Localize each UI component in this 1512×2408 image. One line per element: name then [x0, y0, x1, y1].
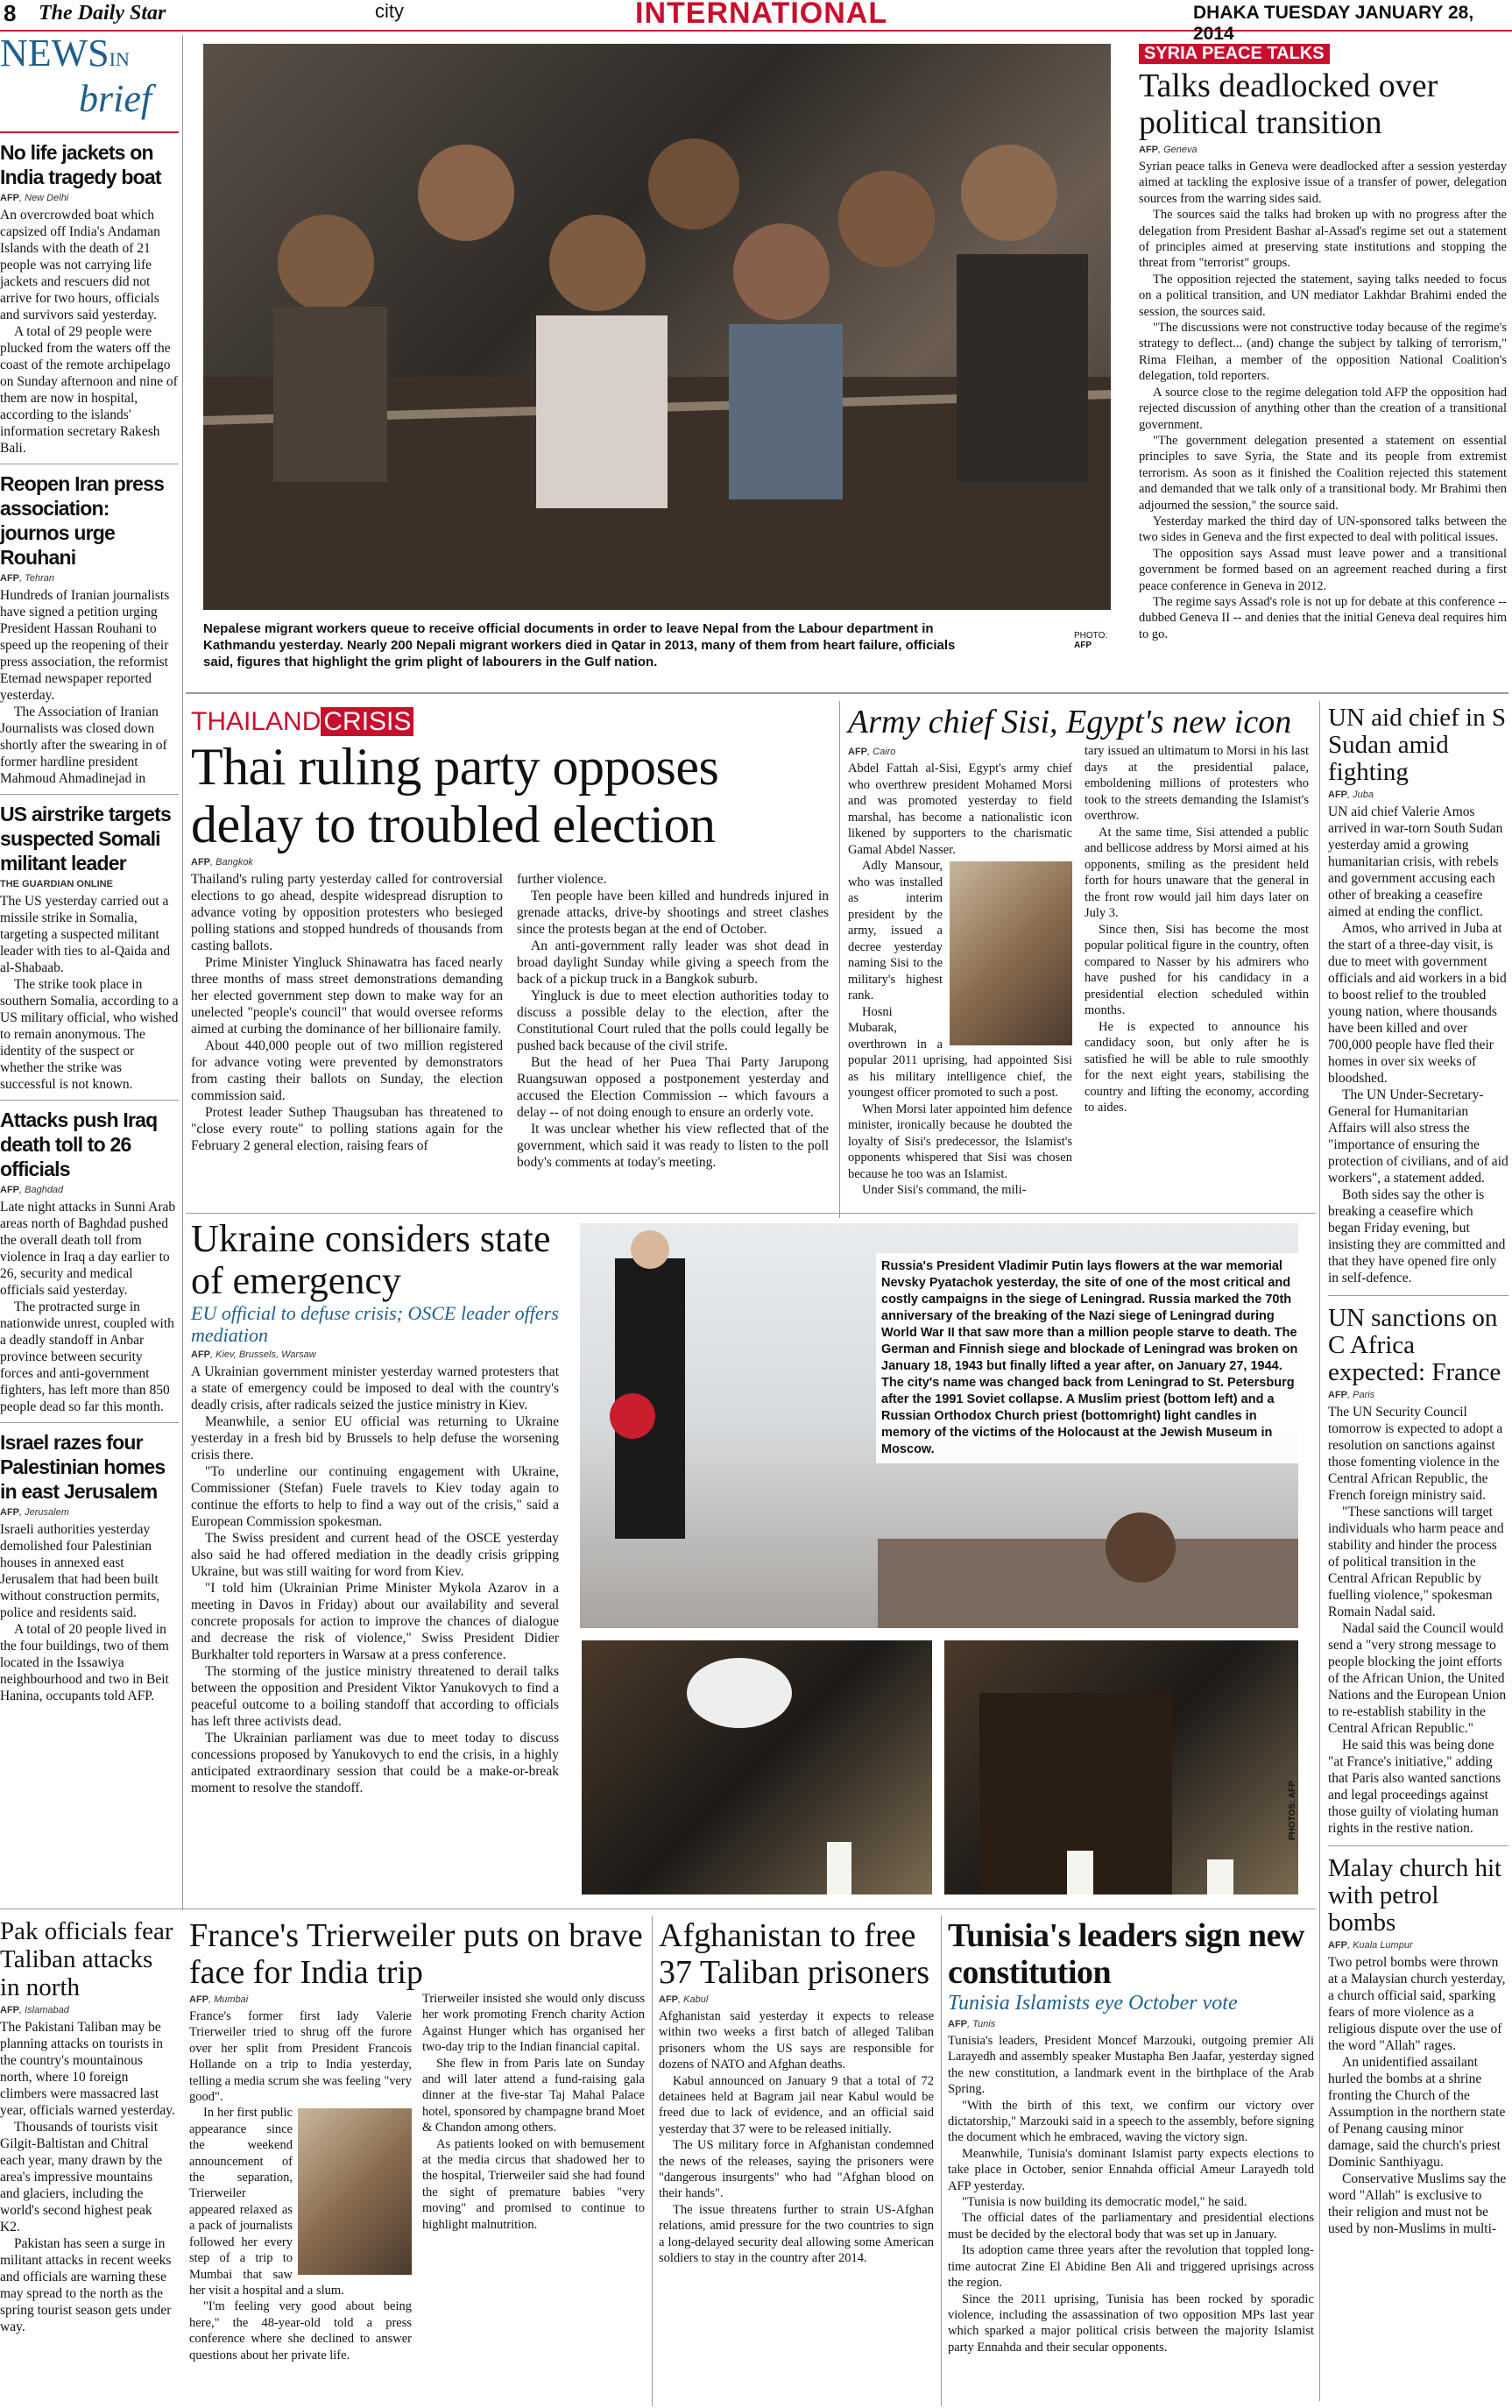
ukraine-headline: Ukraine considers state of emergency — [191, 1217, 551, 1302]
thailand-col-1: Thailand's ruling party yesterday called for controversial elections to go ahead, despite widespread disruption to advance voting by opposition protesters who besieged polling stations and stopped hundreds of thousands from casting ballots. Prime Minister Yingluck Shinawatra has faced nearly three months of mass street demonstrations demanding her elected government step down to make way for an unelected "people's council" that would oversee reforms aimed at curbing the dominance of her billionaire family. About 440,000 people out of two million registered for advance voting were prevented by demonstrators from casting their ballots on Sunday, the election commission said. Protest leader Suthep Thaugsuban has threatened to "close every route" to polling stations again for the February 2 general election, raising fears of — [191, 872, 503, 1153]
france-headline: France's Trierweiler puts on brave face for India trip — [189, 1917, 643, 1991]
brief-body: Late night attacks in Sunni Arab areas north of Baghdad pushed the overall death toll from violence in Iraq a day earlier to 26, security and medical officials said yesterday. The protracted surge in nationwide unrest, coupled with a deadly standoff in Anbar province between security forces and anti-government fighters, has left more than 850 people dead so far this month. — [0, 1200, 176, 1414]
heading-news: NEWS — [0, 32, 110, 74]
photo-illustration — [203, 44, 1111, 610]
egypt-columns — [848, 743, 1309, 1199]
brief-body: Israeli authorities yesterday demolished four Palestinian houses in annexed east Jerusalem that had been built without construction permits, police and residents said. A total of 20 people lived in the four buildings, two of them located in the Issawiya neighbourhood and two in Beit Hanina, occupants told AFP. — [0, 1522, 169, 1703]
brief-item-iran — [0, 471, 179, 787]
egypt-col-1: Abdel Fattah al-Sisi, Egypt's army chief who overthrew president Mohamed Morsi and was promoted yesterday to field marshal, has become a nationalistic icon likened by supporters to the charismatic Gamal Abdel Nasser. Adly Mansour, who was installed as interim president by the army, issued a decree yesterday naming Sisi to the military's highest rank. Hosni Mubarak, overthrown in a popular 2011 uprising, had appointed Sisi as his military intelligence chief, the youngest officer promoted to such a post. When Morsi later appointed him defence minister, ironically because he doubted the loyalty of Sisi's predecessor, the Islamist's opponents whispered that Sisi was chosen because he too was an Islamist. Under Sisi's command, the mili- — [848, 761, 1072, 1197]
thailand-kicker — [191, 708, 829, 736]
column-rule — [182, 35, 183, 1910]
page-number: 8 — [4, 0, 17, 26]
candle-illustration — [582, 1640, 932, 1895]
syria-headline: Talks deadlocked over political transition — [1139, 67, 1438, 141]
news-in-brief-column — [0, 32, 179, 1866]
dateline — [1193, 3, 1512, 45]
france-columns — [189, 1991, 645, 2363]
brief-item-iraq — [0, 1108, 179, 1415]
muslim-priest-photo — [582, 1640, 932, 1895]
divider — [0, 131, 179, 133]
brief-title: Attacks push Iraq death toll to 26 officials — [0, 1108, 158, 1180]
russia-photo-caption: Russia's President Vladimir Putin lays flowers at the war memorial Nevsky Pyatachok yesterday, the site of one of the most critical and costly campaigns in the siege of Leningrad. Russia marked the 70th anniversary of the breaking of the Nazi siege of Leningrad during World War II that saw more than a million people starve to death. The German and Finnish siege and blockade of Leningrad was broken on January 18, 1943 but finally lifted a year after, on January 27, 1944. The city's name was changed back from Leningrad to St. Petersburg after the 1991 Soviet collapse. A Muslim priest (bottom left) and a Russian Orthodox Church priest (bottomright) light candles in memory of the victims of the Holocaust at the Jewish Museum in Moscow. — [876, 1253, 1304, 1463]
car-headline: UN sanctions on C Africa expected: France — [1328, 1304, 1501, 1386]
france-story — [189, 1917, 645, 2363]
byline: AFP, Cairo — [848, 747, 896, 757]
byline: AFP, Mumbai — [189, 1994, 249, 2005]
france-col-1: France's former first lady Valerie Trierweiler tried to shrug off the furore over her split from President Francois Hollande on a trip to India yesterday, telling a media scrum she was feeling "very good". In her first public appearance since the weekend announcement of the separation, Trierweiler appeared relaxed as a pack of journalists followed her every step of a trip to Mumbai that saw her visit a hospital and a slum. "I'm feeling very good about being here," the 48-year-old told a press conference where she declined to answer questions about her private life. — [189, 2009, 412, 2362]
trierweiler-photo — [298, 2108, 412, 2275]
tunisia-subhead: Tunisia Islamists eye October vote — [948, 1992, 1238, 2015]
candle-illustration — [944, 1640, 1298, 1895]
sudan-body: UN aid chief Valerie Amos arrived in war-torn South Sudan yesterday amid a growing humanitarian crisis, with rebels and government accusing each other of breaking a ceasefire aimed at ending the conflict. Amos, who arrived in Juba at the start of a three-day visit, is due to meet with government officials and aid workers in a bid to boost relief to the troubled young nation, where thousands have been killed and over 700,000 people have fled their homes in over six weeks of bloodshed. The UN Under-Secretary-General for Humanitarian Affairs will also stress the "importance of ensuring the protection of civilians, and of aid workers", a statement added. Both sides say the other is breaking a ceasefire which began Friday evening, but insisting they are committed and that they have opened fire only in self-defence. — [1328, 804, 1508, 1285]
byline: AFP, New Delhi — [0, 193, 69, 203]
byline: AFP, Tunis — [948, 2019, 996, 2029]
heading-brief: brief — [79, 77, 152, 120]
masthead — [0, 0, 1512, 44]
afghan-headline: Afghanistan to free 37 Taliban prisoners — [659, 1917, 930, 1991]
brief-body: The US yesterday carried out a missile strike in Somalia, targeting a suspected militant leader with ties to al-Qaida and al-Shabaab. The strike took place in southern Somalia, according to a US military official, who wished to remain anonymous. The identity of the suspect or whether the strike was successful is not known. — [0, 894, 179, 1092]
egypt-col-2: tary issued an ultimatum to Morsi in his last days at the presidential palace, emboldening millions of protesters who took to the streets demanding the Islamist's overthrow. At the same time, Sisi attended a public and bellicose address by Morsi aimed at his opponents, smiling as the president held forth for hours unaware that the general in the front row would jail him days later on July 3. Since then, Sisi has become the most popular political figure in the country, often compared to Nasser by his admirers who have pushed for his candidacy in a presidential election scheduled within months. He is expected to announce his candidacy soon, but only after he is satisfied he will be able to rule smoothly for the next eight years, stabilising the country and lifting the economy, according to aides. — [1085, 744, 1309, 1115]
thailand-columns — [191, 871, 829, 1171]
egypt-story — [848, 701, 1309, 1199]
column-rule — [839, 701, 840, 1218]
sudan-story — [1328, 705, 1508, 2237]
brief-title: Israel razes four Palestinian homes in east Jerusalem — [0, 1431, 166, 1503]
thailand-story — [191, 708, 829, 1171]
byline: AFP, Islamabad — [0, 2005, 69, 2015]
brief-item-somalia — [0, 802, 179, 1093]
byline: AFP, Jerusalem — [0, 1507, 69, 1518]
ukraine-body: A Ukrainian government minister yesterday warned protesters that a state of emergency could be imposed to deal with the country's deadly crisis, after radicals seized the justice ministry in Kiev. Meanwhile, a senior EU official was returning to Ukraine yesterday in a fresh bid by Brussels to help defuse the worsening crisis there. "To underline our continuing engagement with Ukraine, Commissioner (Stefan) Fuele travels to Kiev today again to continue the efforts to help to find a way out of the crisis," said a European Commission spokesman. The Swiss president and current head of the OSCE yesterday also said he had offered mediation in the deadly crisis gripping Ukraine, but was still waiting for word from Kiev. "I told him (Ukrainian Prime Minister Mykola Azarov in a meeting in Davos in Friday) about our availability and several concrete proposals for action to improve the chances of dialogue and decrease the risk of violence," Swiss President Didier Burkhalter told reporters in Warsaw at a press conference. The storming of the justice ministry threatened to derail talks between the opposition and President Viktor Yanukovych to find a peaceful outcome to a boiling standoff that according to officials has left three activists dead. The Ukrainian parliament was due to meet today to discuss concessions proposed by Yanukovych to end the crisis, in a highly anticipated extraordinary session that could be a make-or-break moment to resolve the standoff. — [191, 1364, 559, 1795]
dateline-city: DHAKA — [1193, 3, 1260, 23]
byline: AFP, Paris — [1328, 1390, 1375, 1400]
afghan-body: Afghanistan said yesterday it expects to release within two weeks a first batch of alleged Taliban prisoners whom the US says are responsible for dozens of NATO and Afghan deaths. Kabul announced on January 9 that a total of 72 detainees held at Bagram jail near Kabul would be freed due to lack of evidence, and an official said yesterday that 37 were to be released initially. The US military force in Afghanistan condemned the news of the releases, saying the prisoners were "dangerous insurgents" who had "Afghan blood on their hands". The issue threatens further to strain US-Afghan relations, amid pressure for the two countries to sign a long-delayed security deal allowing some American soldiers to stay in the country after 2014. — [659, 2009, 934, 2266]
malay-body: Two petrol bombs were thrown at a Malaysian church yesterday, a church official said, sparking fears of more violence as a religious dispute over the use of the word "Allah" rages. An unidentified assailant hurled the bombs at a shrine fronting the Church of the Assumption in the northern state of Penang causing minor damage, said the church's priest Dominic Santhiyagu. Conservative Muslims say the word "Allah" is exclusive to their religion and must not be used by non-Muslims in multi- — [1328, 1955, 1507, 2236]
brief-title: US airstrike targets suspected Somali militant leader — [0, 803, 171, 875]
car-body: The UN Security Council tomorrow is expected to adopt a resolution on sanctions against those fomenting violence in the Central African Republic, the French foreign ministry said. "These sanctions will target individuals who harm peace and stability and hinder the process of political transition in the Central African Republic by fuelling violence," spokesman Romain Nadal said. Nadal said the Council would send a "very strong message to people blocking the joint efforts of the African Union, the United Nations and the European Union to re-establish stability in the Central African Republic." He said this was being done "at France's initiative," adding that Paris also wanted sanctions and legal proceedings against those guilty of violating human rights in the restive nation. — [1328, 1405, 1507, 1836]
brief-title: Reopen Iran press association: journos urge Rouhani — [0, 472, 165, 569]
tunisia-headline: Tunisia's leaders sign new constitution — [948, 1917, 1304, 1991]
byline: AFP, Kiev, Brussels, Warsaw — [191, 1349, 316, 1360]
byline: AFP, Kabul — [659, 1994, 709, 2005]
brief-body: Hundreds of Iranian journalists have signed a petition urging President Hassan Rouhani to speed up the reopening of their press association, the reformist Etemad newspaper reported yesterday. The Association of Iranian Journalists was closed down shortly after the swearing in of former hardline president Mahmoud Ahmadinejad in — [0, 588, 170, 786]
byline: AFP, Bangkok — [191, 857, 253, 868]
tunisia-story — [948, 1917, 1314, 2355]
top-photo-caption: Nepalese migrant workers queue to receive official documents in order to leave Nepal from the Labour department in Kathmandu yesterday. Nearly 200 Nepali migrant workers died in Qatar in 2013, many of them from heart failure, officials said, figures that highlight the grim plight of labourers in the Gulf nation. — [203, 621, 956, 669]
brief-item-jerusalem — [0, 1430, 179, 1704]
sudan-headline: UN aid chief in S Sudan amid fighting — [1328, 704, 1506, 786]
paper-name: The Daily Star — [39, 2, 166, 25]
byline: AFP, Juba — [1328, 790, 1374, 800]
nepal-workers-photo — [203, 44, 1111, 610]
pak-body: The Pakistani Taliban may be planning attacks on tourists in the country's mountainous north, where 10 foreign climbers were massacred last year, officials warned yesterday. Thousands of tourists visit Gilgit-Baltistan and Chitral each year, many drawn by the area's impressive mountains and glaciers, including the world's second highest peak K2. Pakistan has seen a surge in militant attacks in recent weeks and officials are warning these may spread to the north as the spring tourist season gets under way. — [0, 2020, 175, 2334]
syria-story — [1139, 44, 1507, 642]
kicker-crisis: CRISIS — [321, 707, 413, 736]
kicker-country: THAILAND — [191, 707, 321, 736]
byline: THE GUARDIAN ONLINE — [0, 879, 113, 889]
thailand-col-2: further violence. Ten people have been killed and hundreds injured in grenade attacks, drive-by shootings and street clashes since the protests began at the end of October. An anti-government rally leader was shot dead in broad daylight Sunday while giving a speech from the back of a pickup truck in a Bangkok suburb. Yingluck is due to meet election authorities today to discuss a possible delay to the election, after the Constitutional Court ruled that the polls could legally be pushed back because of the civil strife. But the head of her Puea Thai Party Jarupong Ruangsuwan opposed a postponement yesterday and accused the Election Commission -- which favours a delay -- of not doing enough to ensure an orderly vote. It was unclear whether his view reflected that of the government, which said it was ready to listen to the poll body's comments at today's meeting. — [517, 872, 829, 1170]
brief-item-india — [0, 140, 179, 457]
column-rule — [941, 1916, 942, 2406]
heading-in: IN — [109, 48, 130, 70]
pak-story — [0, 1917, 175, 2335]
malay-headline: Malay church hit with petrol bombs — [1328, 1854, 1502, 1937]
france-col-2: Trierweiler insisted she would only discuss her work promoting French charity Action Against Hunger which has organised her two-day trip to the Indian financial capital. She flew in from Paris late on Sunday and will later attend a fund-raising gala dinner at the five-star Taj Mahal Palace hotel, sponsored by champagne brand Moet & Chandon among others. As patients looked on with bemusement at the media circus that shadowed her to the hospital, Trierweiler said she had found the sight of premature babies "very moving" and promised to continue to highlight malnutrition. — [422, 1992, 645, 2232]
syria-body: Syrian peace talks in Geneva were deadlocked after a session yesterday aimed at tackling the explosive issue of a transfer of power, delegation sources from the warring sides said. The sources said the talks had broken up with no progress after the delegation from President Bashar al-Assad's regime set out a statement of principles aimed at preserving state institutions and stopping the threat from "terrorist" groups. The opposition rejected the statement, saying talks needed to focus on a political transition, and UN mediator Lakhdar Brahimi ended the session, the sources said. "The discussions were not constructive today because of the regime's strategy to deflect... (and) change the subject by talking of terrorism," Rima Fleihan, a member of the opposition National Coalition's delegation, told reporters. A source close to the regime delegation told AFP the opposition had rejected discussion of anything other than the creation of a transitional government. "The government delegation presented a statement on essential principles to save Syria, the State and its people from extremist terrorism. As soon as it finished the Coalition rejected this statement and demanded that we talk only of a transitional body. Mr Brahimi then adjourned the session," the source said. Yesterday marked the third day of UN-sponsored talks between the two sides in Geneva and the first expected to deal with political issues. The opposition says Assad must leave power and a transitional government be formed based on an agreement reached during a first peace conference in Geneva in 2012. The regime says Assad's role is not up for debate at this conference -- dubbed Geneva II -- and denies that the initial Geneva deal requires him to go. — [1139, 159, 1507, 641]
ukraine-story — [191, 1218, 559, 1796]
top-photo-credit: PHOTO: AFP — [1074, 631, 1108, 650]
brief-body: An overcrowded boat which capsized off India's Andaman Islands with the death of 21 people was not carrying life jackets and rescuers did not arrive for two hours, officials and survivors said yesterday. A total of 29 people were plucked from the waters off the coast of the remote archipelago on Sunday afternoon and nine of them are now in hospital, according to the islands' information secretary Rakesh Bali. — [0, 208, 178, 456]
byline: AFP, Tehran — [0, 573, 54, 584]
russia-photo-credit: PHOTOS: AFP — [1288, 1781, 1297, 1840]
section-title: INTERNATIONAL — [635, 0, 888, 30]
egypt-headline: Army chief Sisi, Egypt's new icon — [848, 704, 1292, 740]
horizontal-rule — [186, 692, 1508, 694]
pak-headline: Pak officials fear Taliban attacks in north — [0, 1917, 173, 2001]
horizontal-rule — [186, 1213, 1316, 1214]
section-name: city — [375, 0, 404, 22]
brief-title: No life jackets on India tragedy boat — [0, 141, 161, 188]
column-rule — [652, 1916, 653, 2406]
syria-kicker: SYRIA PEACE TALKS — [1139, 44, 1330, 64]
tunisia-body: Tunisia's leaders, President Moncef Marzouki, outgoing premier Ali Larayedh and assembly speaker Mustapha Ben Jaafar, yesterday signed the new constitution, a landmark event in the birthplace of the Arab Spring. "With the birth of this text, we confirm our victory over dictatorship," Marzouki said in a speech to the assembly, before signing the document which he embraced, waving the victory sign. Meanwhile, Tunisia's dominant Islamist party expects elections to take place in October, senior Ennahda official Ameur Larayedh told AFP yesterday. "Tunisia is now building its democratic model," he said. The official dates of the parliamentary and presidential elections must be decided by the electoral body that was set up in January. Its adoption came three years after the revolution that toppled long-time autocrat Zine El Abidine Ben Ali and triggered uprisings across the region. Since the 2011 uprising, Tunisia has been rocked by sporadic violence, including the assassination of two opposition MPs last year which sparked a major political crisis between the majority Islamist party Ennahda and their secular opponents. — [948, 2034, 1314, 2355]
thailand-headline: Thai ruling party opposes delay to troubled election — [191, 738, 719, 853]
afghan-story — [659, 1917, 934, 2267]
ukraine-subhead: EU official to defuse crisis; OSCE leader offers mediation — [191, 1302, 559, 1346]
byline: AFP, Geneva — [1139, 145, 1198, 155]
orthodox-priest-photo — [944, 1640, 1298, 1895]
byline: AFP, Kuala Lumpur — [1328, 1940, 1413, 1951]
news-in-brief-heading — [0, 32, 179, 126]
byline: AFP, Baghdad — [0, 1185, 64, 1195]
column-rule — [1319, 701, 1320, 2401]
dateline-date: TUESDAY JANUARY 28, 2014 — [1193, 3, 1474, 44]
sisi-photo — [950, 861, 1072, 1045]
